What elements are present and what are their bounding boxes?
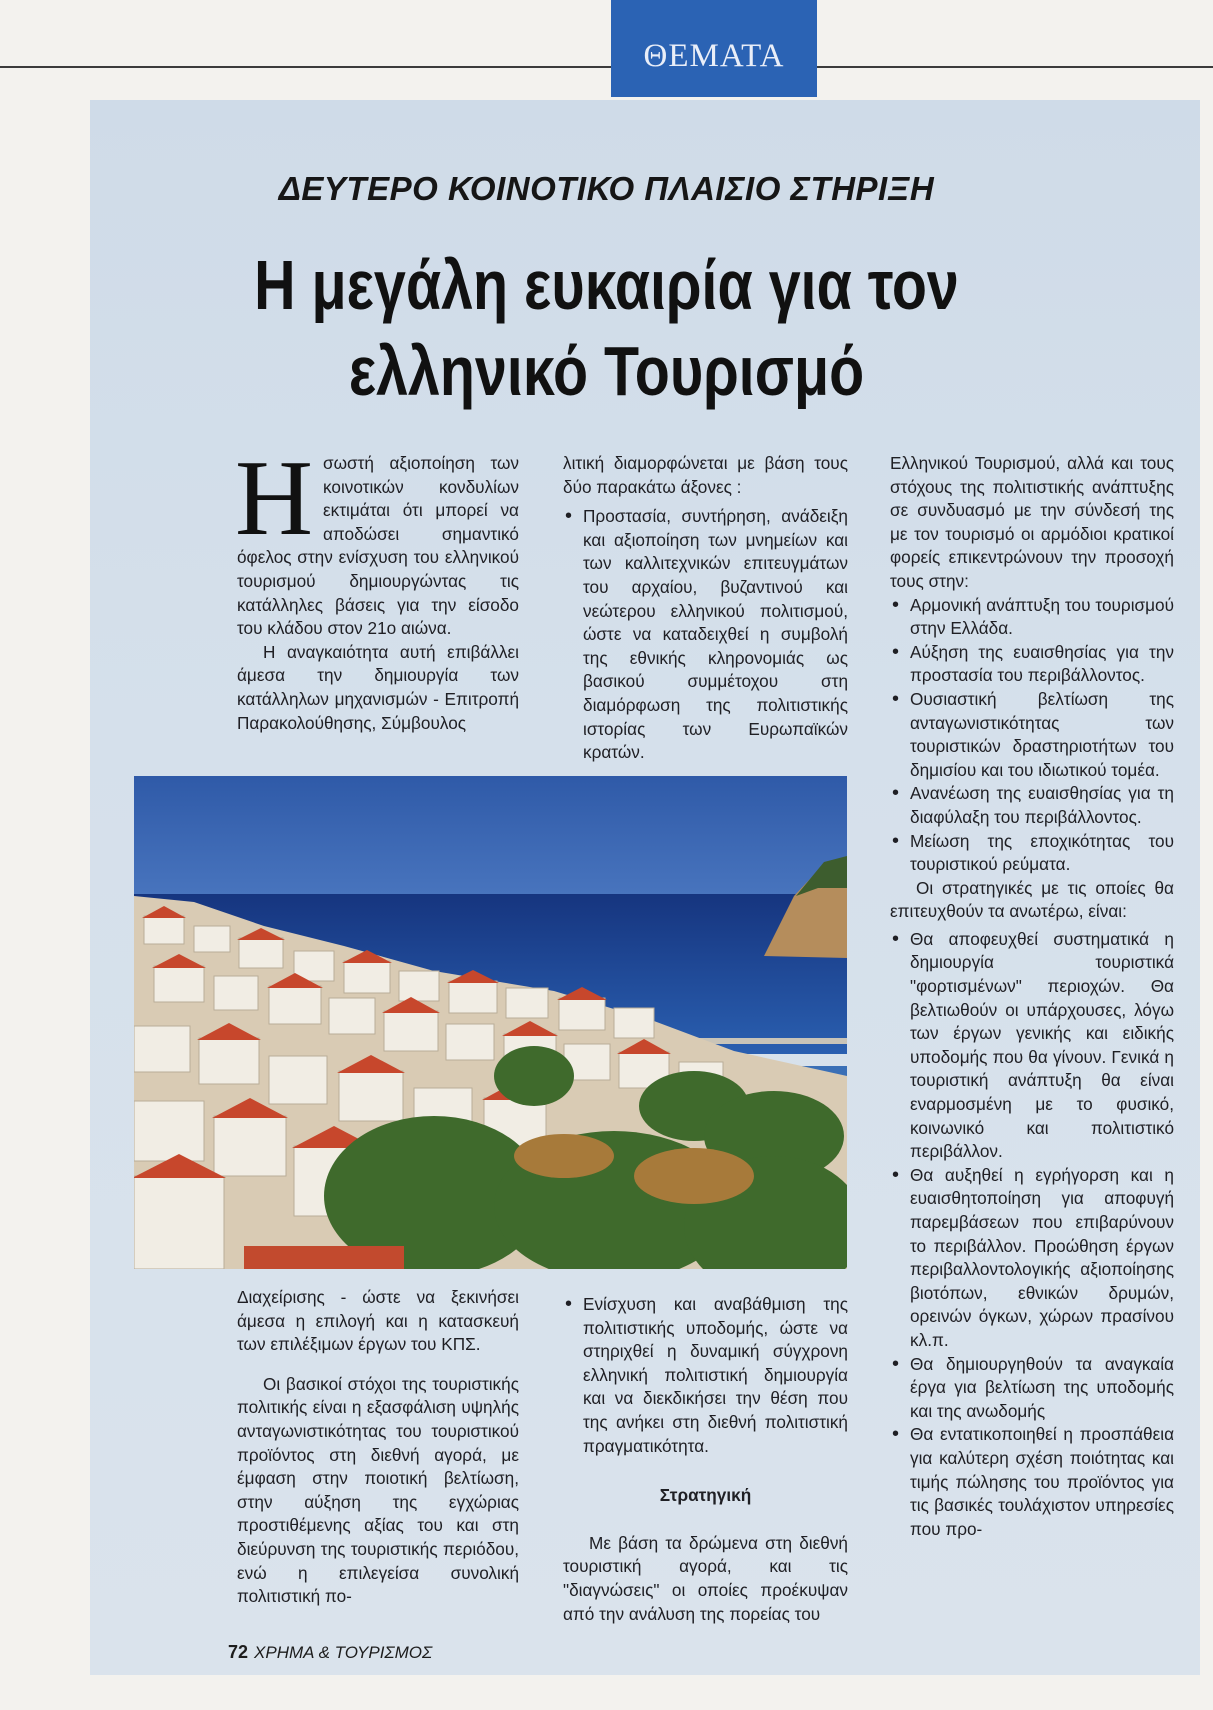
list-item: • Θα δημιουργηθούν τα αναγκαία έργα για βελτίωση της υποδομής και της ανωδομής [890,1353,1174,1424]
bullet-list [563,1293,848,1458]
list-item: • Προστασία, συντήρηση, ανάδειξη και αξιοποίηση των μνημείων και των καλλιτεχνικών επιτευγμάτων του αρχαίου, βυζαντινού και νεώτερου ελληνικού πολιτισμού, ώστε να καταδειχθεί η συμβολή της εθνικής κληρονομιάς ως βασικού συμμέτοχου στη διαμόρφωση της πολιτιστικής ιστορίας των Ευρωπαϊκών κρατών. [563,505,848,765]
list-item: • Θα αποφευχθεί συστηματικά η δημιουργία τουριστικά "φορτισμένων" περιοχών. Θα βελτιωθούν οι υπάρχουσες, λόγω των έργων γενικής και ειδικής υποδομής που θα γίνουν. Γενικά η τουριστική ανάπτυξη θα είναι εναρμοσμένη με το φυσικό, κοινωνικό και πολιτιστικό περιβάλλον. [890,928,1174,1164]
bullet-list [890,928,1174,1541]
column-3 [890,452,1174,1541]
bullet-list [890,594,1174,877]
page-footer [228,1642,432,1663]
list-item: • Ουσιαστική βελτίωση της ανταγωνιστικότητας των τουριστικών δραστηριοτήτων του δημισίου και του ιδιωτικού τομέα. [890,688,1174,782]
paragraph: Οι στρατηγικές με τις οποίες θα επιτευχθούν τα ανωτέρω, είναι: [890,877,1174,922]
paragraph: Η αναγκαιότητα αυτή επιβάλλει άμεσα την δημιουργία των κατάλληλων μηχανισμών - Επιτροπή Παρακολούθησης, Σύμβουλος [237,641,519,733]
magazine-name: ΧΡΗΜΑ & ΤΟΥΡΙΣΜΟΣ [254,1643,433,1662]
list-item: • Ενίσχυση και αναβάθμιση της πολιτιστικής υποδομής, ώστε να στηριχθεί η δυναμική σύγχρονη ελληνική πολιτιστική δημιουργία και να διεκδικήσει την θέση που της ανήκει στη διεθνή πολιτιστική πραγματικότητα. [563,1293,848,1458]
paragraph: Ελληνικού Τουρισμού, αλλά και τους στόχους της πολιτιστικής ανάπτυξης σε συνδυασμό με την σύνδεσή της με τον τουρισμό οι αρμόδιοι κρατικοί φορείς επικεντρώνουν την προσοχή τους στην: [890,453,1174,591]
article-photo [134,776,847,1269]
paragraph: σωστή αξιοποίηση των κοινοτικών κονδυλίων εκτιμάται ότι μπορεί να αποδώσει σημαντικό όφελος στην ενίσχυση του ελληνικού τουρισμού δημιουργώντας τις κατάλληλες βάσεις για την είσοδο του κλάδου στον 21ο αιώνα. [237,453,519,639]
drop-cap: Η [235,439,313,558]
section-tab: ΘΕΜΑΤΑ [611,0,817,97]
list-item: • Θα αυξηθεί η εγρήγορση και η ευαισθητοποίηση για αποφυγή παρεμβάσεων που επιβαρύνουν το περιβάλλον. Προώθηση έργων περιβαλλοντολογικής αξιοποίησης βιοτόπων, εθνικών δρυμών, ορεινών όγκων, χώρων πρασίνου κλ.π. [890,1164,1174,1353]
list-item: • Θα εντατικοποιηθεί η προσπάθεια για καλύτερη σχέση ποιότητας και τιμής πώλησης του προϊόντος για τις βασικές τουλάχιστον υπηρεσίες που προ- [890,1423,1174,1541]
column-2-top [563,452,848,765]
paragraph: Διαχείρισης - ώστε να ξεκινήσει άμεσα η επιλογή και η κατασκευή των επιλέξιμων έργων του ΚΠΣ. [237,1287,519,1355]
list-item: • Ανανέωση της ευαισθησίας για τη διαφύλαξη του περιβάλλοντος. [890,782,1174,829]
page-number: 72 [228,1642,249,1662]
list-item: • Μείωση της εποχικότητας του τουριστικού ρεύματα. [890,830,1174,877]
column-2-bottom [563,1293,848,1626]
header-rule [0,66,1213,68]
headline-line-2: ελληνικό Τουρισμό [348,332,865,410]
paragraph: λιτική διαμορφώνεται με βάση τους δύο παρακάτω άξονες : [563,453,848,497]
headline-line-1: Η μεγάλη ευκαιρία για τον [254,246,959,324]
paragraph: Οι βασικοί στόχοι της τουριστικής πολιτικής είναι η εξασφάλιση υψηλής ανταγωνιστικότητας του τουριστικού προϊόντος στη διεθνή αγορά, με έμφαση στην ποιοτική βελτίωση, στην αύξηση της εγχώριας προστιθέμενης αξίας του και στη διεύρυνση της τουριστικής περιόδου, ενώ η επιλεγείσα συνολική πολιτιστική πο- [237,1373,519,1607]
column-1-top [235,439,519,735]
list-item: • Αύξηση της ευαισθησίας για την προστασία του περιβάλλοντος. [890,641,1174,688]
list-item: • Αρμονική ανάπτυξη του τουρισμού στην Ελλάδα. [890,594,1174,641]
column-1-bottom [237,1286,519,1609]
harbour-town-image [134,776,847,1269]
article-kicker: ΔΕΥΤΕΡΟ ΚΟΙΝΟΤΙΚΟ ΠΛΑΙΣΙΟ ΣΤΗΡΙΞΗ [278,170,935,207]
paragraph: Με βάση τα δρώμενα στη διεθνή τουριστική αγορά, και τις "διαγνώσεις" οι οποίες προέκυψαν από την ανάλυση της πορείας του [563,1532,848,1624]
section-subhead: Στρατηγική [659,1485,752,1506]
article-headline [109,242,1104,414]
bullet-list [563,505,848,765]
